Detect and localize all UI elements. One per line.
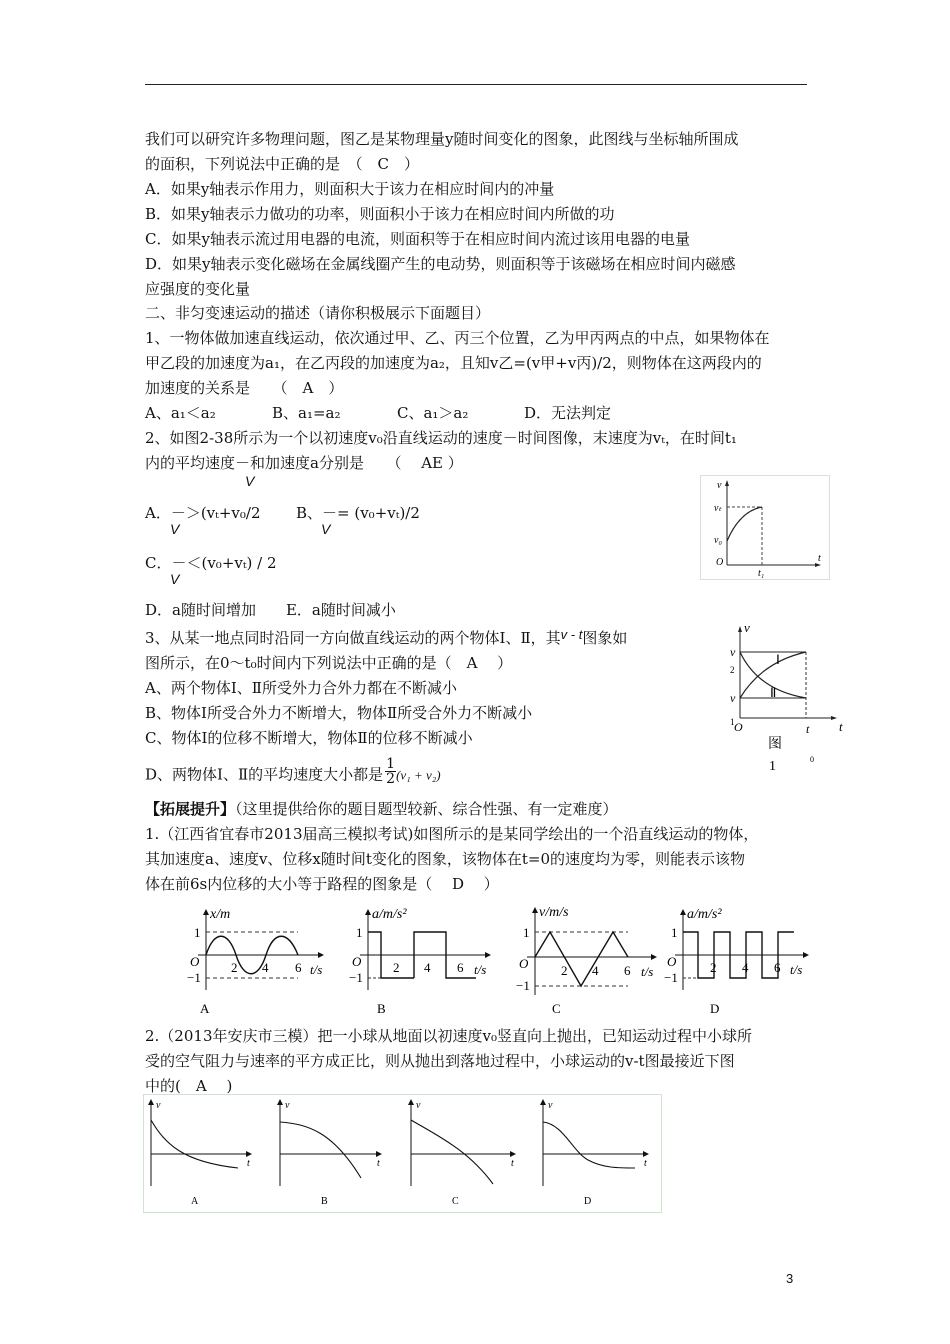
e2-graphs [143,1094,663,1214]
q1-option-a: A、a₁＜a₂ [145,404,216,422]
q2-v-symbol-a: V [170,521,180,537]
e1-graph-a [187,907,323,1016]
section-2-heading: 二、非匀变速运动的描述（请你积极展示下面题目） [145,304,491,322]
e2-d-letter: D [584,1196,592,1207]
q2-fig-v: v [717,480,722,491]
extension-note: （这里提供给你的题目题型较新、综合性强、有一定难度） [235,800,618,818]
q2-fig-origin: O [716,557,724,568]
q3-option-b: B、物体Ⅰ所受合外力不断增大，物体Ⅱ所受合外力不断减小 [145,704,533,722]
e1-d-letter: D [710,1001,720,1016]
e1-a-tick-2: 2 [231,960,238,975]
q3-formula-den: 2 [386,771,396,787]
e1-c-tick-4: 4 [592,963,599,978]
q3-fig-label-ii: Ⅱ [770,685,777,700]
q2-option-a: A．－＞(vₜ+v₀/2 [145,504,261,522]
e1-line-2: 其加速度a、速度v、位移x随时间t变化的图象，该物体在t=0的速度均为零，则能表示该物 [145,850,746,868]
e1-b-ylabel: a/m/s² [372,907,407,922]
e1-a-origin: O [190,954,200,969]
e1-b-tick-4: 4 [424,960,431,975]
q3-fig-v-lower: v [730,691,736,705]
e1-c-t: t/s [641,964,654,979]
q3-formula-num: 1 [386,756,396,772]
q1-line-1: 1、一物体做加速直线运动，依次通过甲、乙、丙三个位置，乙为甲丙两点的中点，如果物体在 [145,329,770,347]
e2-c-v: v [416,1100,421,1111]
e1-c-letter: C [552,1001,561,1016]
e2-c-letter: C [452,1196,459,1207]
e1-d-tick-6: 6 [774,960,781,975]
e1-graph-d [664,907,808,1016]
e1-graphs [178,900,838,1018]
q1-line-3: 加速度的关系是 （ A ） [145,379,344,397]
e1-a-tick-4: 4 [262,960,269,975]
q2-option-de: D．a随时间增加 E．a随时间减小 [145,601,396,619]
q3-option-c: C、物体Ⅰ的位移不断增大，物体Ⅱ的位移不断减小 [145,729,473,747]
q1-option-d: D．无法判定 [524,404,612,422]
e1-graph-b [349,907,490,1016]
extension-title: 【拓展提升】 [145,800,236,818]
e1-b-tick-m1: −1 [349,970,363,985]
q2-fig-t: t [818,553,821,564]
q3-line-2: 图所示，在0～t₀时间内下列说法中正确的是（ A ） [145,654,513,672]
e1-a-tick-m1: −1 [187,970,201,985]
q1-option-c: C、a₁＞a₂ [397,404,469,422]
q2-v-symbol-b: V [321,521,331,537]
e2-c-t: t [511,1158,514,1169]
q3-fig-v-upper: v [730,645,736,659]
option-c: C．如果y轴表示流过用电器的电流，则面积等于在相应时间内流过该用电器的电量 [145,230,690,248]
q3-fig-sub-1: 1 [730,717,735,727]
q2-option-c: C．－＜(v₀+vₜ) / 2 [145,554,277,572]
e1-d-ylabel: a/m/s² [687,907,722,922]
e1-graph-c [516,905,656,1016]
q3-option-d [145,756,441,790]
q3-fig-caption-1: 图 [768,737,782,752]
e1-d-tick-1: 1 [671,925,678,940]
e1-d-t: t/s [790,962,803,977]
e1-line-1: 1.（江西省宜春市2013届高三模拟考试)如图所示的是某同学绘出的一个沿直线运动的物体， [145,825,759,843]
e1-b-tick-6: 6 [457,960,464,975]
e1-c-origin: O [519,956,529,971]
e1-b-t: t/s [474,962,487,977]
q2-v-symbol: V [245,473,255,489]
e2-d-t: t [644,1158,647,1169]
q2-line-2: 内的平均速度－和加速度a分别是 （ AE ） [145,454,463,472]
q2-option-b: B、－= (v₀+vₜ)/2 [296,504,420,522]
q3-fig-t: t [839,719,843,734]
q3-fig-v: v [744,620,750,635]
extension-heading [145,799,618,819]
e1-d-tick-m1: −1 [664,970,678,985]
e2-line-3: 中的( A ) [145,1077,233,1095]
e2-d-v: v [548,1100,553,1111]
q3-fig-t0: t [806,722,810,736]
q2-vt-figure [700,475,830,580]
e1-d-tick-4: 4 [742,960,749,975]
q2-v-symbol-c: V [170,571,180,587]
e1-c-ylabel: v/m/s [539,905,569,920]
e1-b-letter: B [377,1001,386,1016]
q3-fig-origin: O [734,720,743,734]
e2-b-t: t [377,1158,380,1169]
e1-a-tick-6: 6 [295,960,302,975]
q3-option-a: A、两个物体Ⅰ、Ⅱ所受外力合外力都在不断减小 [145,679,457,697]
q3-fig-label-i: Ⅰ [776,652,780,667]
q2-fig-vt: vₜ [714,503,722,514]
page-number: 3 [786,1271,794,1286]
option-a: A．如果y轴表示作用力，则面积大于该力在相应时间内的冲量 [145,180,555,198]
q1-line-2: 甲乙段的加速度为a₁，在乙丙段的加速度为a₂，且知v乙=(v甲+v丙)/2，则物体在这两段内的 [145,354,762,372]
q3-option-d-text: D、两物体Ⅰ、Ⅱ的平均速度大小都是 [145,765,384,784]
q3-fig-caption-2: 1 [769,759,776,774]
e1-a-ylabel: x/m [210,907,231,922]
q3-line-1a: 3、从某一地点同时沿同一方向做直线运动的两个物体Ⅰ、Ⅱ，其 [145,629,561,647]
intro-line-1: 我们可以研究许多物理问题，图乙是某物理量y随时间变化的图象，此图线与坐标轴所围成 [145,130,739,148]
q3-formula-rest: (v₁ + v₂) [396,767,441,783]
e1-b-tick-1: 1 [356,925,363,940]
q3-line-1 [145,628,627,649]
e2-a-letter: A [191,1196,199,1207]
e1-d-tick-2: 2 [710,960,717,975]
e2-b-letter: B [321,1196,328,1207]
q3-fig-sub-2: 2 [730,665,735,675]
option-d-cont: 应强度的变化量 [145,280,251,298]
q3-vt-figure [728,618,848,780]
e2-a-t: t [247,1158,250,1169]
q3-line-1b: 图象如 [582,629,628,647]
q3-vt-symbol: v - t [560,627,583,642]
e1-a-letter: A [200,1001,210,1016]
e2-line-2: 受的空气阻力与速率的平方成正比，则从抛出到落地过程中，小球运动的v-t图最接近下图 [145,1052,735,1070]
e1-c-tick-1: 1 [523,925,530,940]
header-rule [145,84,807,85]
q2-line-1: 2、如图2-38所示为一个以初速度v₀沿直线运动的速度－时间图像，末速度为vₜ，在时间t₁ [145,429,737,447]
q3-fig-t0-sub: 0 [810,755,814,764]
option-b: B．如果y轴表示力做功的功率，则面积小于该力在相应时间内所做的功 [145,205,615,223]
e1-c-tick-6: 6 [624,963,631,978]
e1-c-tick-m1: −1 [516,978,530,993]
q2-fig-t1: t₁ [758,568,765,579]
e2-a-v: v [156,1100,161,1111]
q2-fig-v0: v₀ [714,535,722,546]
e1-d-origin: O [667,954,677,969]
e2-b-v: v [285,1100,290,1111]
e1-a-tick-1: 1 [194,925,201,940]
e1-b-origin: O [352,954,362,969]
option-d: D．如果y轴表示变化磁场在金属线圈产生的电动势，则面积等于该磁场在相应时间内磁感 [145,255,736,273]
e1-a-t: t/s [310,962,323,977]
e1-b-tick-2: 2 [393,960,400,975]
e1-line-3: 体在前6s内位移的大小等于路程的图象是（ D ） [145,875,499,893]
intro-line-2: 的面积，下列说法中正确的是 （ C ） [145,155,419,173]
q1-option-b: B、a₁=a₂ [272,404,341,422]
e2-line-1: 2.（2013年安庆市三模）把一小球从地面以初速度v₀竖直向上抛出，已知运动过程中小球所 [145,1027,752,1045]
e1-c-tick-2: 2 [561,963,568,978]
